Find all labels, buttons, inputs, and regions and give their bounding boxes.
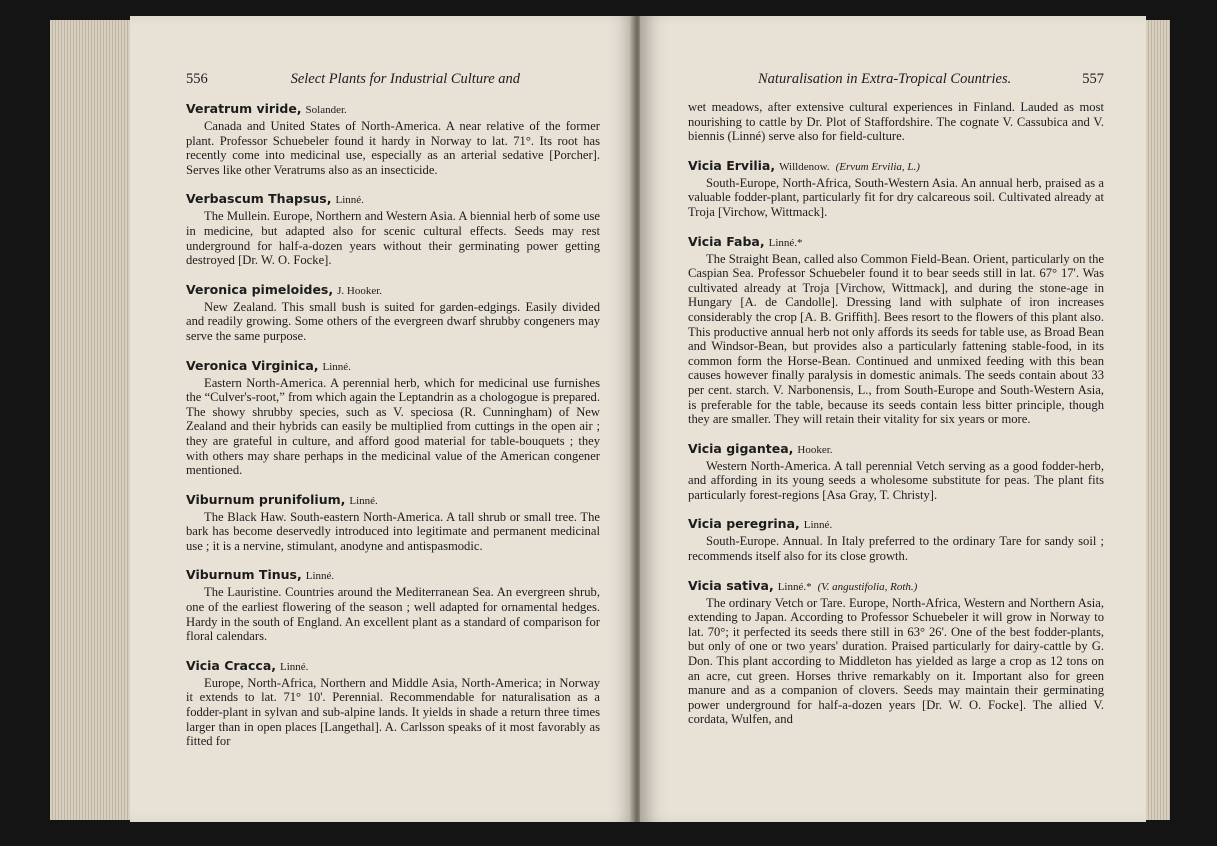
entry-text: Europe, North-Africa, Northern and Middle Asia, North-America; in Norway it extends to lat. 71° 10'. Perennial. Recommendable for naturalisation as a fodder-plant in sylvan and sub-alpine lands. It yields in shade a return three times larger than in open places [Langethal]. A. Carlsson speaks of it most favorably as fitted for: [186, 675, 600, 749]
left-running-head: [186, 71, 600, 88]
right-running-title: Naturalisation in Extra-Tropical Countries.: [758, 71, 1012, 87]
plant-entry: [186, 281, 600, 344]
plant-entry: [186, 657, 600, 749]
entry-title: Vicia Faba,: [688, 233, 765, 249]
continuation-text: wet meadows, after extensive cultural experiences in Finland. Lauded as most nourishing to cattle by Dr. Plot of Staffordshire. The cognate V. Cassubica and V. biennis (Linné) serve also for field-culture.: [688, 100, 1104, 144]
plant-entry: [186, 566, 600, 643]
entry-title: Veratrum viride,: [186, 101, 302, 116]
entry-heading: [688, 577, 1104, 595]
entry-authority: Linné.*: [777, 580, 812, 593]
left-page: [130, 16, 636, 822]
entry-title: Viburnum Tinus,: [186, 567, 302, 583]
plant-entry: [186, 190, 600, 267]
entry-heading: [186, 357, 600, 375]
entry-text: Canada and United States of North-America. A near relative of the former plant. Professor Schuebeler found it hardy in Norway to lat. 71°. Its root has recently come into medicinal use, especially as an arterial sedative [Porcher]. Serves like other Veratrums also as an insecticide.: [186, 119, 600, 177]
entry-text: The Lauristine. Countries around the Mediterranean Sea. An evergreen shrub, one of the earliest flowering of the season ; well adapted for ornamental hedges. Hardy in the south of England. An excellent plant as a standard of comparison for floral calendars.: [186, 585, 600, 644]
plant-entry: [688, 440, 1104, 503]
entry-title: Vicia gigantea,: [688, 440, 794, 456]
entry-title: Vicia sativa,: [688, 577, 774, 593]
entry-authority: Willdenow.: [779, 160, 830, 173]
entry-text: The Black Haw. South-eastern North-America. A tall shrub or small tree. The bark has become deservedly introduced into legitimate and permanent medicinal use ; it is a nervine, stimulant, anodyne and antispasmodic.: [186, 509, 600, 553]
entry-heading: [186, 657, 600, 675]
entry-heading: [186, 491, 600, 509]
entry-authority: Linné.: [335, 194, 364, 207]
left-running-title: Select Plants for Industrial Culture and: [290, 71, 520, 87]
entry-text: Western North-America. A tall perennial Vetch serving as a good fodder-herb, and affording in its young seeds a wholesome substitute for peas. The plant fits particularly forest-regions [Asa Gray, T. Christy].: [688, 458, 1104, 502]
entry-text: South-Europe, North-Africa, South-Western Asia. An annual herb, praised as a valuable fodder-plant, particularly fit for dry calcareous soil. Cultivated already at Troja [Virchow, Wittmack].: [688, 175, 1104, 219]
entry-authority: Hooker.: [797, 443, 833, 456]
entry-heading: [186, 100, 600, 118]
left-page-number: 556: [186, 71, 208, 87]
entry-title: Verbascum Thapsus,: [186, 191, 332, 207]
plant-entry: [688, 157, 1104, 220]
entry-heading: [688, 157, 1104, 175]
right-page: [640, 16, 1146, 822]
entry-synonym: (Ervum Ervilia, L.): [835, 160, 920, 173]
entry-authority: Linné.: [305, 570, 335, 583]
plant-entry: [688, 577, 1104, 727]
entry-authority: Linné.: [322, 360, 351, 373]
entry-heading: [186, 190, 600, 208]
entry-text: South-Europe. Annual. In Italy preferred to the ordinary Tare for sandy soil ; recommends itself also for its close growth.: [688, 534, 1104, 564]
left-entries: [186, 100, 600, 749]
entry-heading: [186, 281, 600, 299]
entry-text: The Mullein. Europe, Northern and Western Asia. A biennial herb of some use in medicine, but adapted also for scenic cultural effects. Seeds may rest underground for half-a-dozen years without their germinating power getting destroyed [Dr. W. O. Focke].: [186, 209, 600, 268]
right-running-head: [688, 71, 1104, 88]
entry-authority: Linné.: [280, 660, 309, 673]
plant-entry: [186, 357, 600, 478]
entry-text: The ordinary Vetch or Tare. Europe, North-Africa, Western and Northern Asia, extending to Japan. According to Professor Schuebeler it will grow in Norway to lat. 70°; it perfected its seeds there still in 63° 26'. One of the best fodder-plants, but only of one or two years' duration. Praised particularly for dairy-cattle by G. Don. This plant according to Middleton has yielded as large a crop as 12 tons on an acre, cut green. Horses thrive remarkably on it. Important also for green manure and as a companion of clovers. Seeds may maintain their germinating power underground for half-a-dozen years [Dr. W. O. Focke]. The allied V. cordata, Wulfen, and: [688, 595, 1104, 727]
entry-synonym: (V. angustifolia, Roth.): [817, 580, 918, 593]
plant-entry: [186, 491, 600, 554]
plant-entry: [688, 233, 1104, 427]
entry-heading: [688, 233, 1104, 251]
entry-text: Eastern North-America. A perennial herb, which for medicinal use furnishes the “Culver's-root,” from which again the Leptandrin as a chologogue is prepared. The showy shrubby species, such as V. speciosa (R. Cunningham) of New Zealand and their hybrids can easily be multiplied from cuttings in the open air ; they are grateful in culture, and afford good material for table-bouquets ; they with others may share perhaps in the medicinal value of the American congener mentioned.: [186, 375, 600, 478]
entry-authority: Linné.: [803, 519, 833, 532]
entry-title: Vicia Ervilia,: [688, 157, 776, 173]
entry-authority: Linné.: [349, 494, 378, 507]
entry-heading: [688, 515, 1104, 533]
entry-title: Viburnum prunifolium,: [186, 491, 346, 507]
entry-text: New Zealand. This small bush is suited for garden-edgings. Easily divided and readily growing. Some others of the evergreen dwarf shrubby congeners may serve the same purpose.: [186, 299, 600, 343]
entry-authority: J. Hooker.: [337, 284, 383, 297]
entry-title: Veronica Virginica,: [186, 357, 319, 373]
entry-heading: [186, 566, 600, 584]
entry-heading: [688, 440, 1104, 458]
plant-entry: [688, 515, 1104, 563]
entry-title: Vicia peregrina,: [688, 516, 800, 532]
entry-title: Veronica pimeloides,: [186, 281, 334, 297]
entry-text: The Straight Bean, called also Common Field-Bean. Orient, particularly on the Caspian Sea. Professor Schuebeler found it to bear seeds still in lat. 67° 17'. Was cultivated already at Troja [Virchow, Wittmack], and during the stone-age in Hungary [A. de Candolle]. Dressing land with sulphate of iron increases considerably the crop [A. B. Griffith]. Bees resort to the flowers of this plant also. This productive annual herb not only affords its seeds for table use, as Broad Bean and Windsor-Bean, but provides also a particularly fattening stable-food, in its common form the Horse-Bean. Continued and unmixed feeding with this bean causes however finally paralysis in domestic animals. The seeds contain about 33 per cent. starch. V. Narbonensis, L., from South-Europe and South-Western Asia, is preferable for the table, because its seeds contain less bitter principle, though they are smaller. They will retain their vitality for six years or more.: [688, 251, 1104, 427]
right-entries: [688, 157, 1104, 727]
entry-authority: Solander.: [305, 104, 347, 116]
entry-title: Vicia Cracca,: [186, 657, 276, 673]
plant-entry: [186, 100, 600, 177]
right-page-number: 557: [1082, 71, 1104, 87]
entry-authority: Linné.*: [768, 236, 803, 249]
